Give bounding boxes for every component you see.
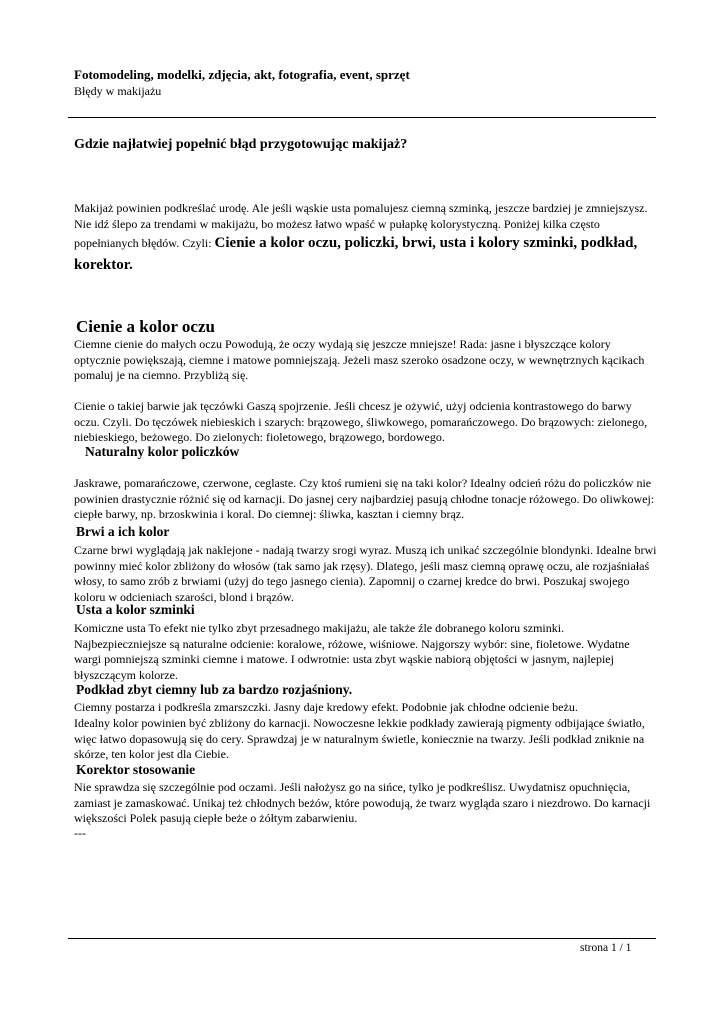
paragraph-concealer: Nie sprawdza się szczególnie pod oczami. Jeśli nałożysz go na sińce, tylko je podkreślisz. Uwydatnisz opuchnięcia, zamiast je zamaskować. Unikaj też chłodnych beżów, które powodują, że twarz wygląda szaro i niezdrowo. Do karnacji większości Polek pasują ciepłe beże o żółtym zabarwieniu. xyxy=(74,780,651,825)
footer-divider xyxy=(68,938,656,939)
paragraph-cheeks: Jaskrawe, pomarańczowe, czerwone, ceglaste. Czy ktoś rumieni się na taki kolor? Idealny odcień różu do policzków nie powinien drastycznie różnić się od karnacji. Do jasnej cery najbardziej pasują chłodne tonacje różowego. Do oliwkowej: ciepłe barwy, np. brzoskwinia i koral. Do ciemnej: śliwka, kasztan i ciemny brąz. xyxy=(74,476,655,521)
category-label: Błędy w makijażu xyxy=(74,84,162,98)
intro-highlight: Cienie a kolor oczu, policzki, brwi, usta i kolory szminki, podkład, korektor. xyxy=(74,235,638,273)
article-title: Gdzie najłatwiej popełnić błąd przygotowując makijaż? xyxy=(74,137,408,152)
section-heading-brows: Brwi a ich kolor xyxy=(76,524,170,539)
end-marker: --- xyxy=(74,826,86,840)
section-heading-lips: Usta a kolor szminki xyxy=(76,602,195,617)
header-divider xyxy=(68,117,656,118)
paragraph-foundation-2: Idealny kolor powinien być zbliżony do karnacji. Nowoczesne lekkie podkłady zawierają pigmenty odbijające światło, więc łatwo dopasowują się do cery. Sprawdzaj je w naturalnym świetle, koniecznie na twarzy. Jeśli podkład zniknie na skórze, ten kolor jest dla Ciebie. xyxy=(74,716,645,761)
paragraph-foundation-1: Ciemny postarza i podkreśla zmarszczki. Jasny daje kredowy efekt. Podobnie jak chłodne odcienie beżu. xyxy=(74,700,578,714)
paragraph-eyeshadow-2: Cienie o takiej barwie jak tęczówki Gaszą spojrzenie. Jeśli chcesz je ożywić, użyj odcienia kontrastowego do barwy oczu. Czyli. Do tęczówek niebieskich i szarych: brązowego, śliwkowego, pomarańczowego. Do brązowych: zielonego, niebieskiego, beżowego. Do zielonych: fioletowego, brązowego, bordowego. xyxy=(74,399,648,444)
section-heading-eyeshadow: Cienie a kolor oczu xyxy=(76,317,215,336)
section-heading-foundation: Podkład zbyt ciemny lub za bardzo rozjaśniony. xyxy=(76,682,353,697)
section-heading-cheeks: Naturalny kolor policzków xyxy=(85,444,240,459)
paragraph-brows: Czarne brwi wyglądają jak naklejone - nadają twarzy srogi wyraz. Muszą ich unikać szczególnie blondynki. Idealne brwi powinny mieć kolor zbliżony do włosów (tak samo jak rzęsy). Dlatego, jeśli masz ciemną oprawę oczu, ale rozjaśniałaś włosy, to samo zrób z brwiami (użyj do tego jasnego cienia). Zapomnij o czarnej kredce do brwi. Poszukaj swojego koloru w odcieniach szarości, blond i brązów. xyxy=(74,543,657,604)
page-number: strona 1 / 1 xyxy=(580,942,632,954)
site-title: Fotomodeling, modelki, zdjęcia, akt, fotografia, event, sprzęt xyxy=(74,67,410,82)
paragraph-lips: Komiczne usta To efekt nie tylko zbyt przesadnego makijażu, ale także źle dobranego koloru szminki. Najbezpieczniejsze są naturalne odcienie: koralowe, różowe, wiśniowe. Najgorszy wybór: sine, fioletowe. Wydatne wargi pomniejszą szminki ciemne i matowe. I odwrotnie: usta zbyt wąskie nabiorą objętości w jasnym, najlepiej błyszczącym kolorze. xyxy=(74,621,630,682)
paragraph-eyeshadow-1: Ciemne cienie do małych oczu Powodują, że oczy wydają się jeszcze mniejsze! Rada: jasne i błyszczące kolory optycznie powiększają, ciemne i matowe pomniejszają. Jeżeli masz szeroko osadzone oczy, w wewnętrznych kącikach pomaluj je na ciemno. Przybliżą się. xyxy=(74,337,645,382)
section-heading-concealer: Korektor stosowanie xyxy=(76,762,196,777)
intro-text: Makijaż powinien podkreślać urodę. Ale jeśli wąskie usta pomalujesz ciemną szminką, jeszcze bardziej je zmniejszysz. Nie idź ślepo za trendami w makijażu, bo możesz łatwo wpaść w pułapkę kolorystyczną. Poniżej kilka często popełnianych błędów. Czyli: xyxy=(74,201,648,250)
intro-paragraph xyxy=(74,201,659,276)
